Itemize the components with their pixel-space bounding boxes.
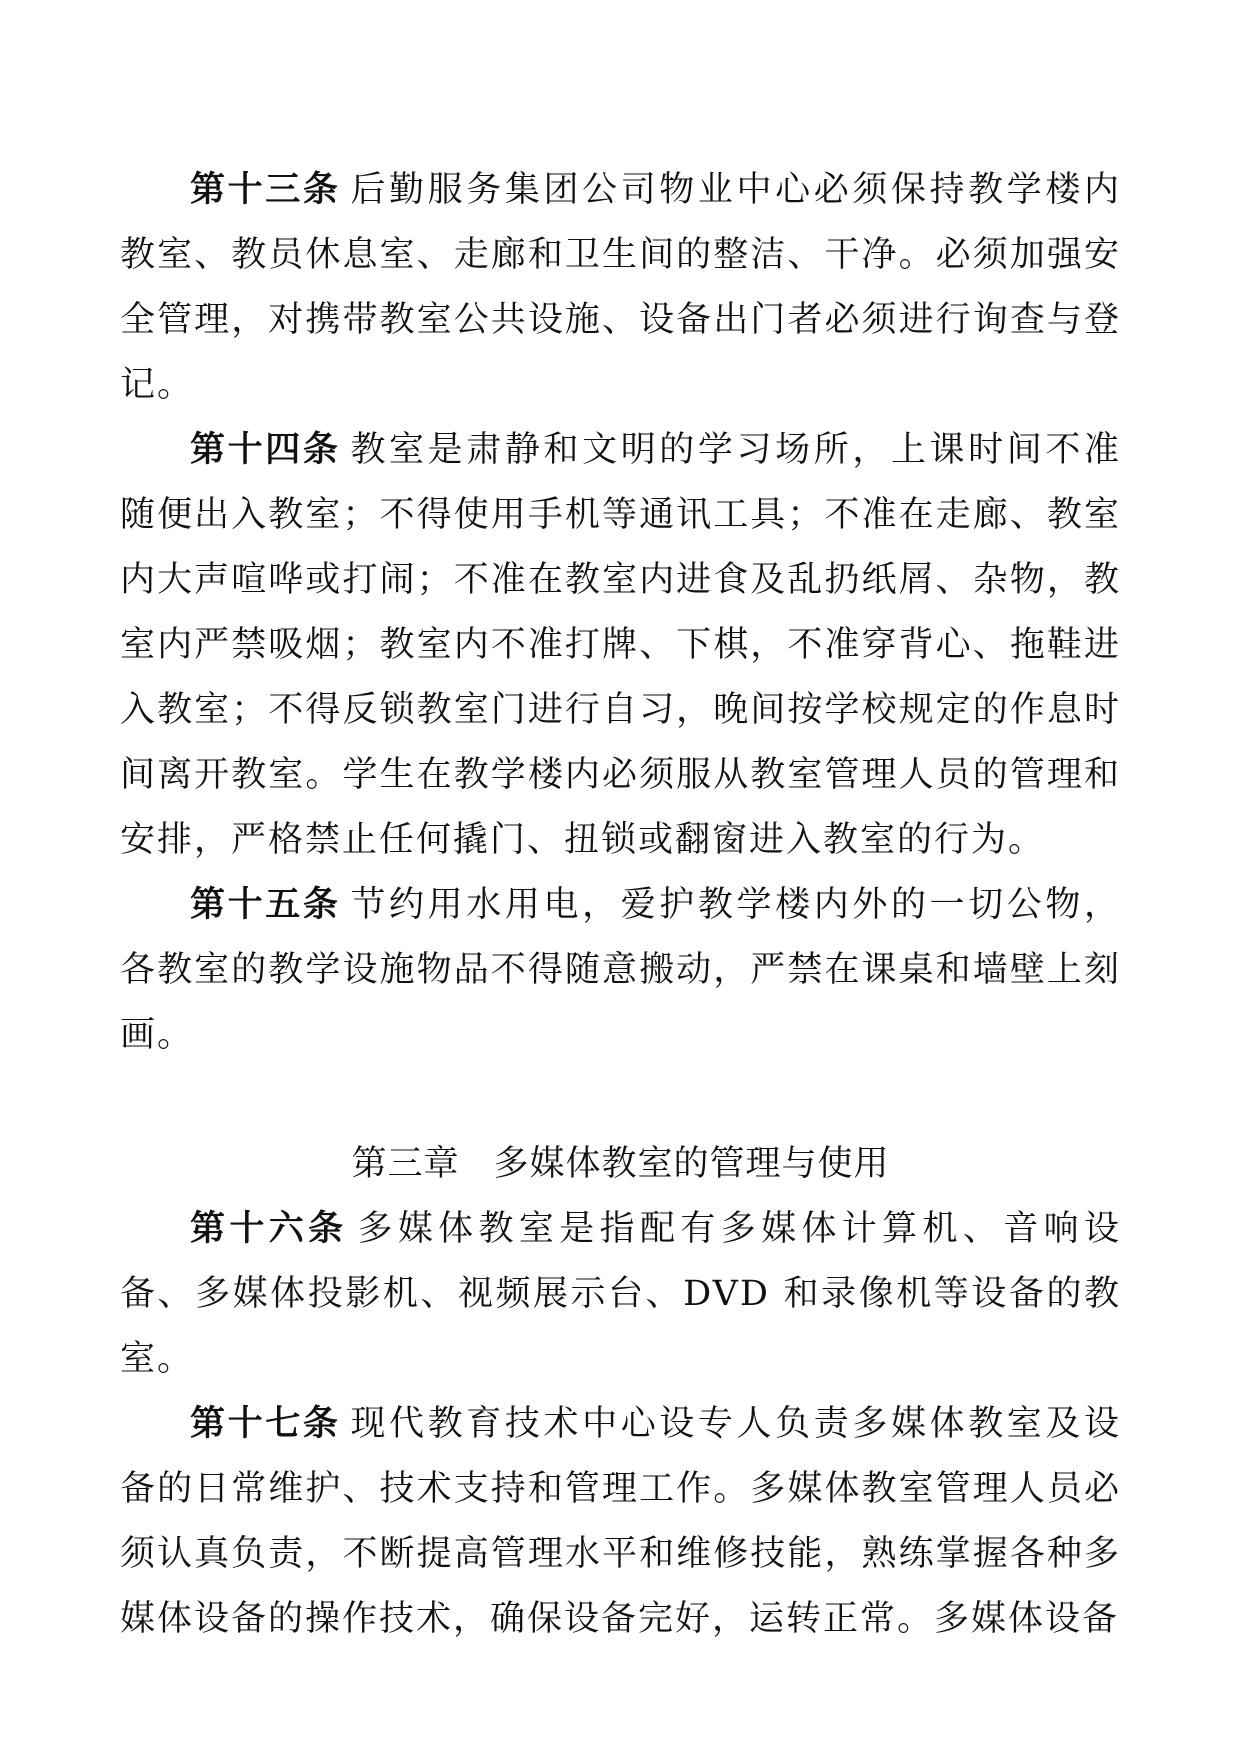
chapter-heading (120, 1132, 1121, 1197)
article-number: 第十六条 (190, 1209, 348, 1249)
article-text: 教室是肃静和文明的学习场所，上课时间不准随便出入教室；不得使用手机等通讯工具；不准在走廊、教室内大声喧哗或打闹；不准在教室内进食及乱扔纸屑、杂物，教室内严禁吸烟；教室内不准打牌、下棋，不准穿背心、拖鞋进入教室；不得反锁教室门进行自习，晚间按学校规定的作息时间离开教室。学生在教学楼内必须服从教室管理人员的管理和安排，严格禁止任何撬门、扭锁或翻窗进入教室的行为。 (120, 430, 1121, 860)
article-text: 多媒体教室是指配有多媒体计算机、音响设备、多媒体投影机、视频展示台、DVD 和录像机等设备的教室。 (120, 1209, 1121, 1379)
article-14 (120, 418, 1121, 873)
chapter-title: 多媒体教室的管理与使用 (493, 1144, 890, 1184)
article-number: 第十七条 (190, 1404, 341, 1444)
article-16 (120, 1197, 1121, 1392)
article-number: 第十五条 (190, 885, 341, 925)
document-body (120, 158, 1121, 1652)
article-number: 第十四条 (190, 430, 341, 470)
article-text: 后勤服务集团公司物业中心必须保持教学楼内教室、教员休息室、走廊和卫生间的整洁、干净。必须加强安全管理，对携带教室公共设施、设备出门者必须进行询查与登记。 (120, 170, 1121, 405)
article-17 (120, 1392, 1121, 1652)
article-13 (120, 158, 1121, 418)
article-number: 第十三条 (190, 170, 341, 210)
article-text: 节约用水用电，爱护教学楼内外的一切公物，各教室的教学设施物品不得随意搬动，严禁在课桌和墙壁上刻画。 (120, 885, 1121, 1055)
article-15 (120, 873, 1121, 1068)
section-spacer (120, 1068, 1121, 1132)
chapter-number: 第三章 (351, 1144, 460, 1184)
article-text: 现代教育技术中心设专人负责多媒体教室及设备的日常维护、技术支持和管理工作。多媒体教室管理人员必须认真负责，不断提高管理水平和维修技能，熟练掌握各种多媒体设备的操作技术，确保设备完好，运转正常。多媒体设备 (120, 1404, 1121, 1639)
